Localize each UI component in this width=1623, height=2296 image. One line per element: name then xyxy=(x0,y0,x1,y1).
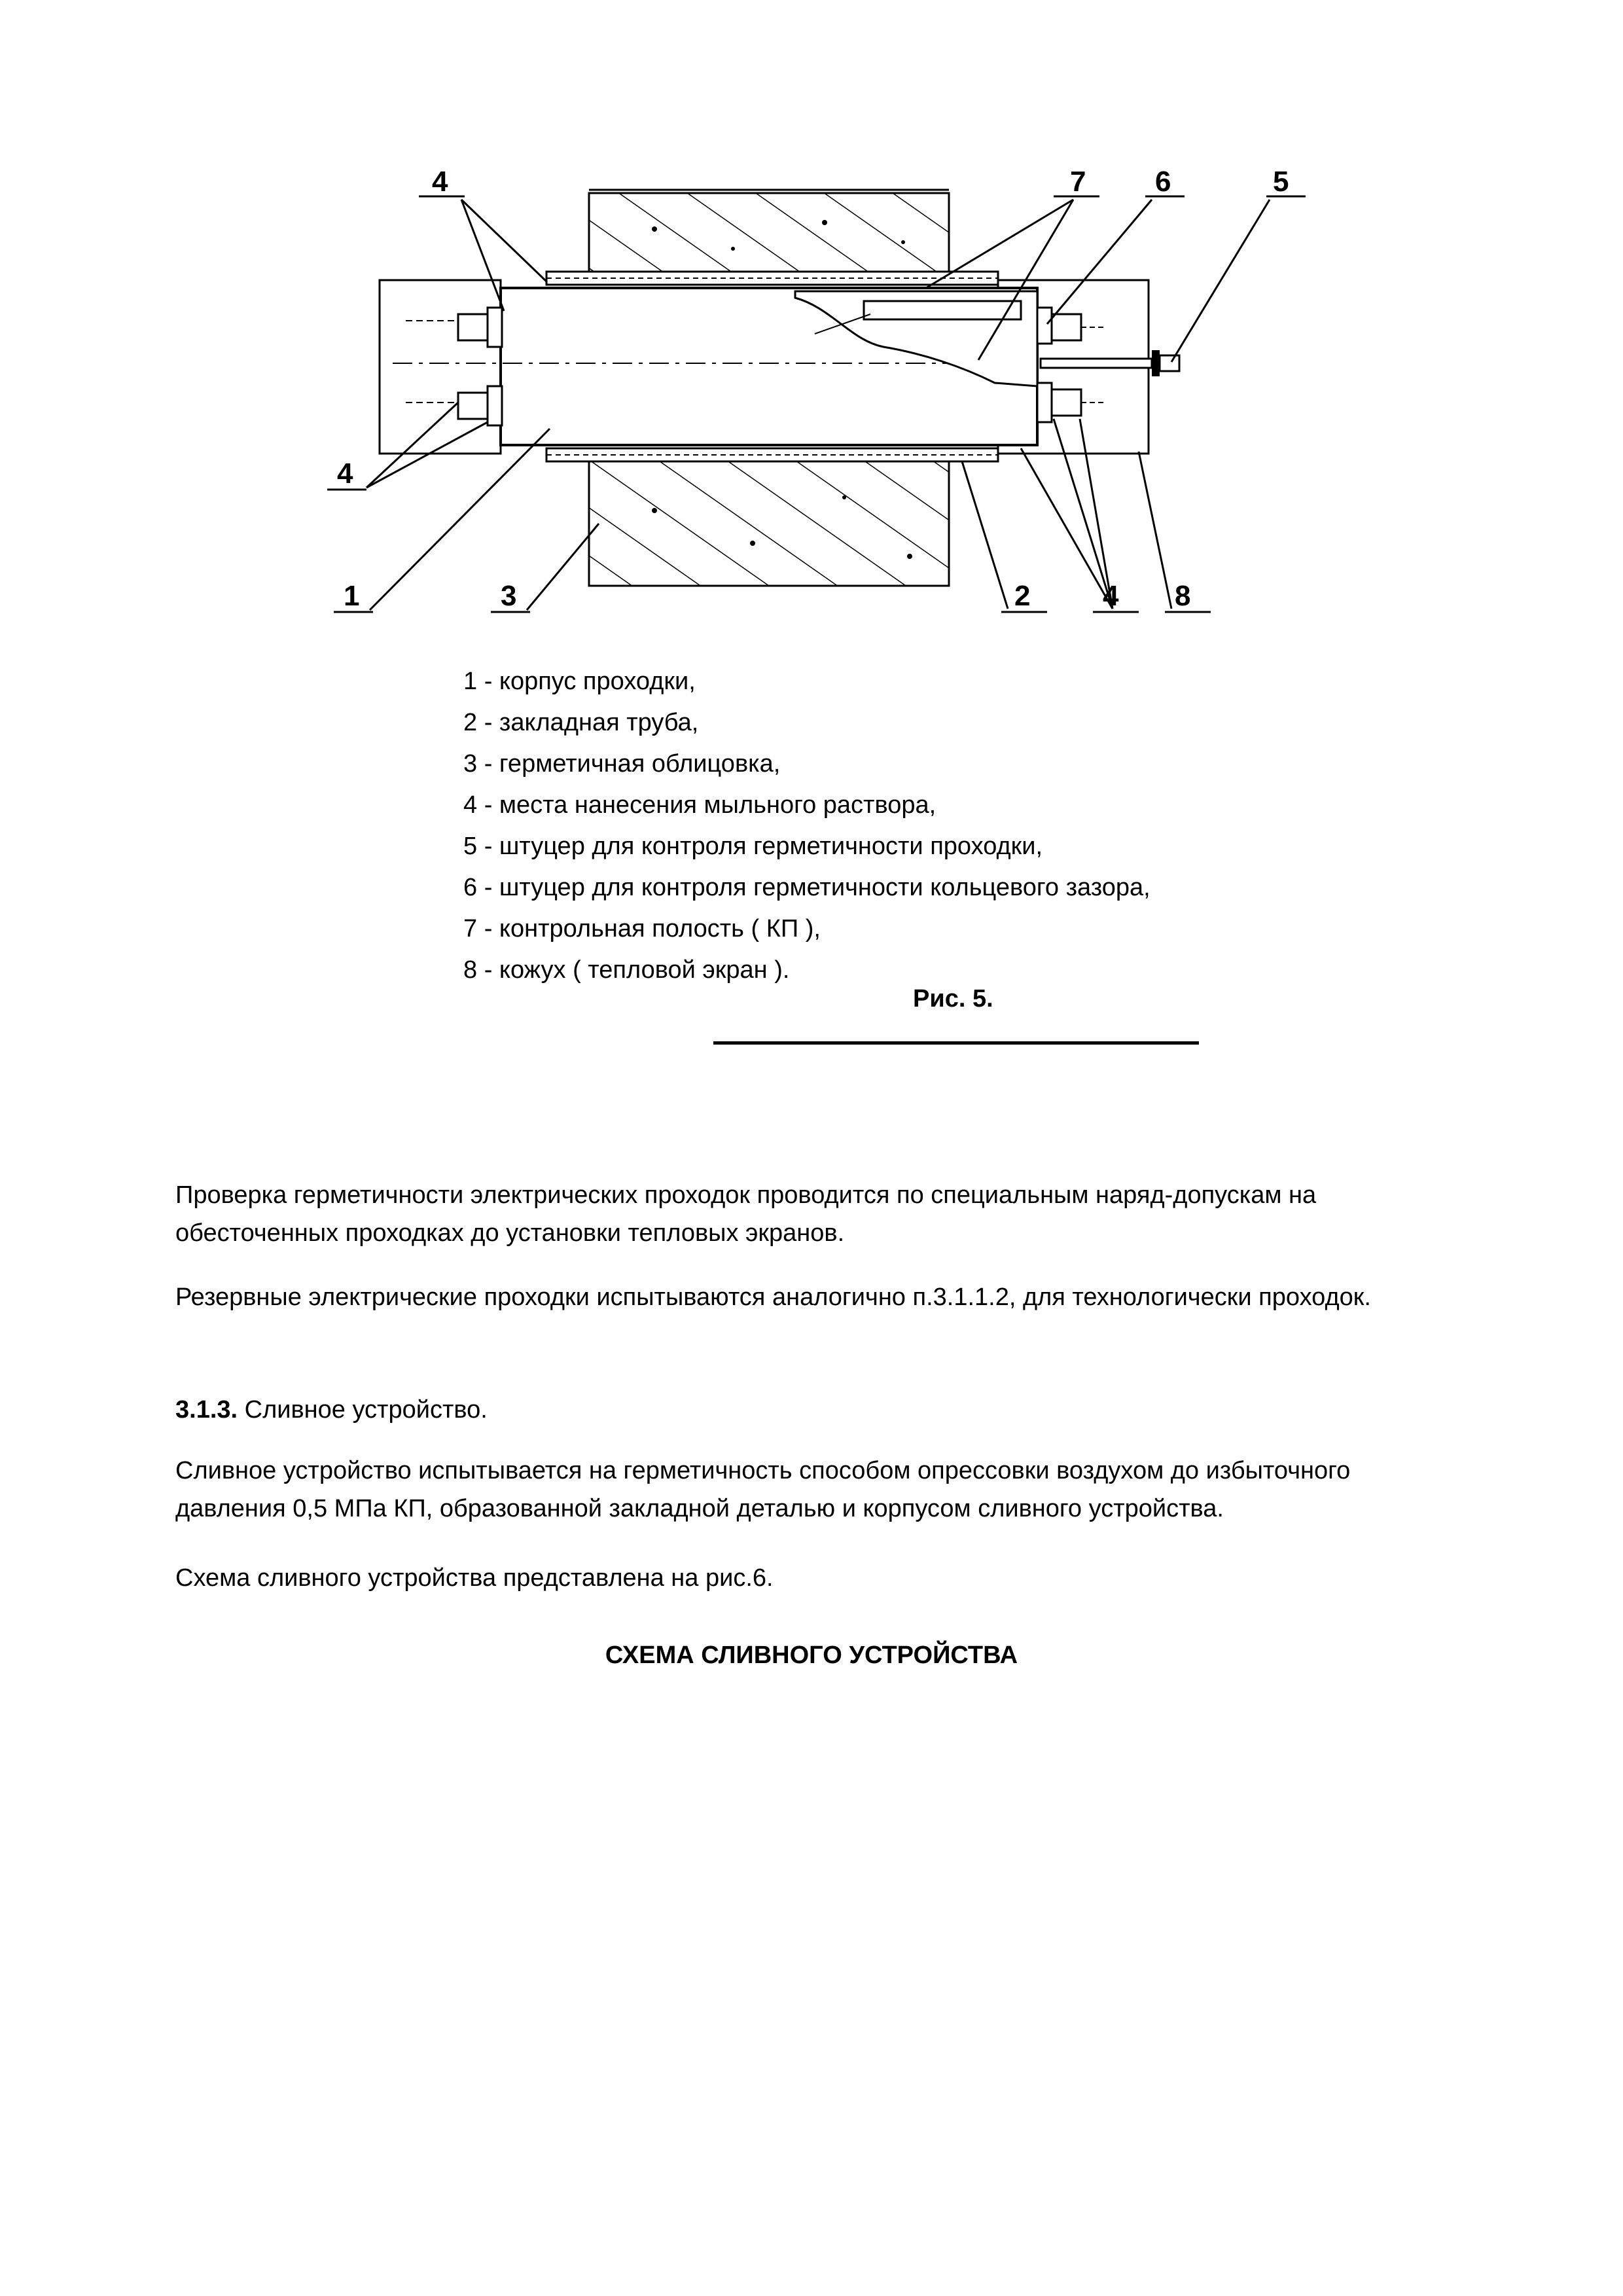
figure-caption: Рис. 5. xyxy=(913,985,993,1013)
legend-item: 3 - герметичная облицовка, xyxy=(463,750,781,778)
section-number: 3.1.3. xyxy=(175,1396,238,1424)
fig-label-2: 2 xyxy=(1014,580,1031,612)
fig-label-1: 1 xyxy=(344,580,360,612)
section-title-drain-device-scheme: СХЕМА СЛИВНОГО УСТРОЙСТВА xyxy=(605,1641,1018,1669)
fig-label-4-top: 4 xyxy=(432,166,448,198)
section-title: Сливное устройство. xyxy=(238,1396,488,1424)
fig-label-4-bottom: 4 xyxy=(1103,580,1119,612)
fig-label-5: 5 xyxy=(1273,166,1289,198)
caption-underline xyxy=(713,1041,1199,1045)
fig-label-6: 6 xyxy=(1155,166,1171,198)
fig-label-8: 8 xyxy=(1175,580,1191,612)
legend-item: 2 - закладная труба, xyxy=(463,709,699,736)
fig-label-3: 3 xyxy=(501,580,517,612)
section-heading-3-1-3 xyxy=(175,1391,1458,1429)
fig-label-4-left: 4 xyxy=(337,457,353,490)
fig-label-7: 7 xyxy=(1070,166,1086,198)
paragraph-scheme-reference: Схема сливного устройства представлена на рис.6. xyxy=(175,1564,774,1592)
legend-item: 4 - места нанесения мыльного раствора, xyxy=(463,791,936,819)
legend-item: 6 - штуцер для контроля герметичности кольцевого зазора, xyxy=(463,874,1150,901)
electrical-penetration-drawing xyxy=(0,0,1623,655)
legend-item: 5 - штуцер для контроля герметичности проходки, xyxy=(463,833,1043,860)
paragraph-reserve-penetrations: Резервные электрические проходки испытываются аналогично п.3.1.1.2, для технологически проходок. xyxy=(175,1283,1371,1311)
legend-item: 7 - контрольная полость ( КП ), xyxy=(463,915,821,942)
figure-legend xyxy=(463,661,1380,991)
legend-item: 1 - корпус проходки, xyxy=(463,668,696,695)
legend-item: 8 - кожух ( тепловой экран ). xyxy=(463,956,790,984)
paragraph-penetration-check: Проверка герметичности электрических проходок проводится по специальным наряд-допускам на обесточенных проходках до установки тепловых экранов. xyxy=(175,1181,1317,1247)
paragraph-drain-device-test: Сливное устройство испытывается на герметичность способом опрессовки воздухом до избыточного давления 0,5 МПа КП, образованной закладной деталью и корпусом сливного устройства. xyxy=(175,1457,1351,1522)
